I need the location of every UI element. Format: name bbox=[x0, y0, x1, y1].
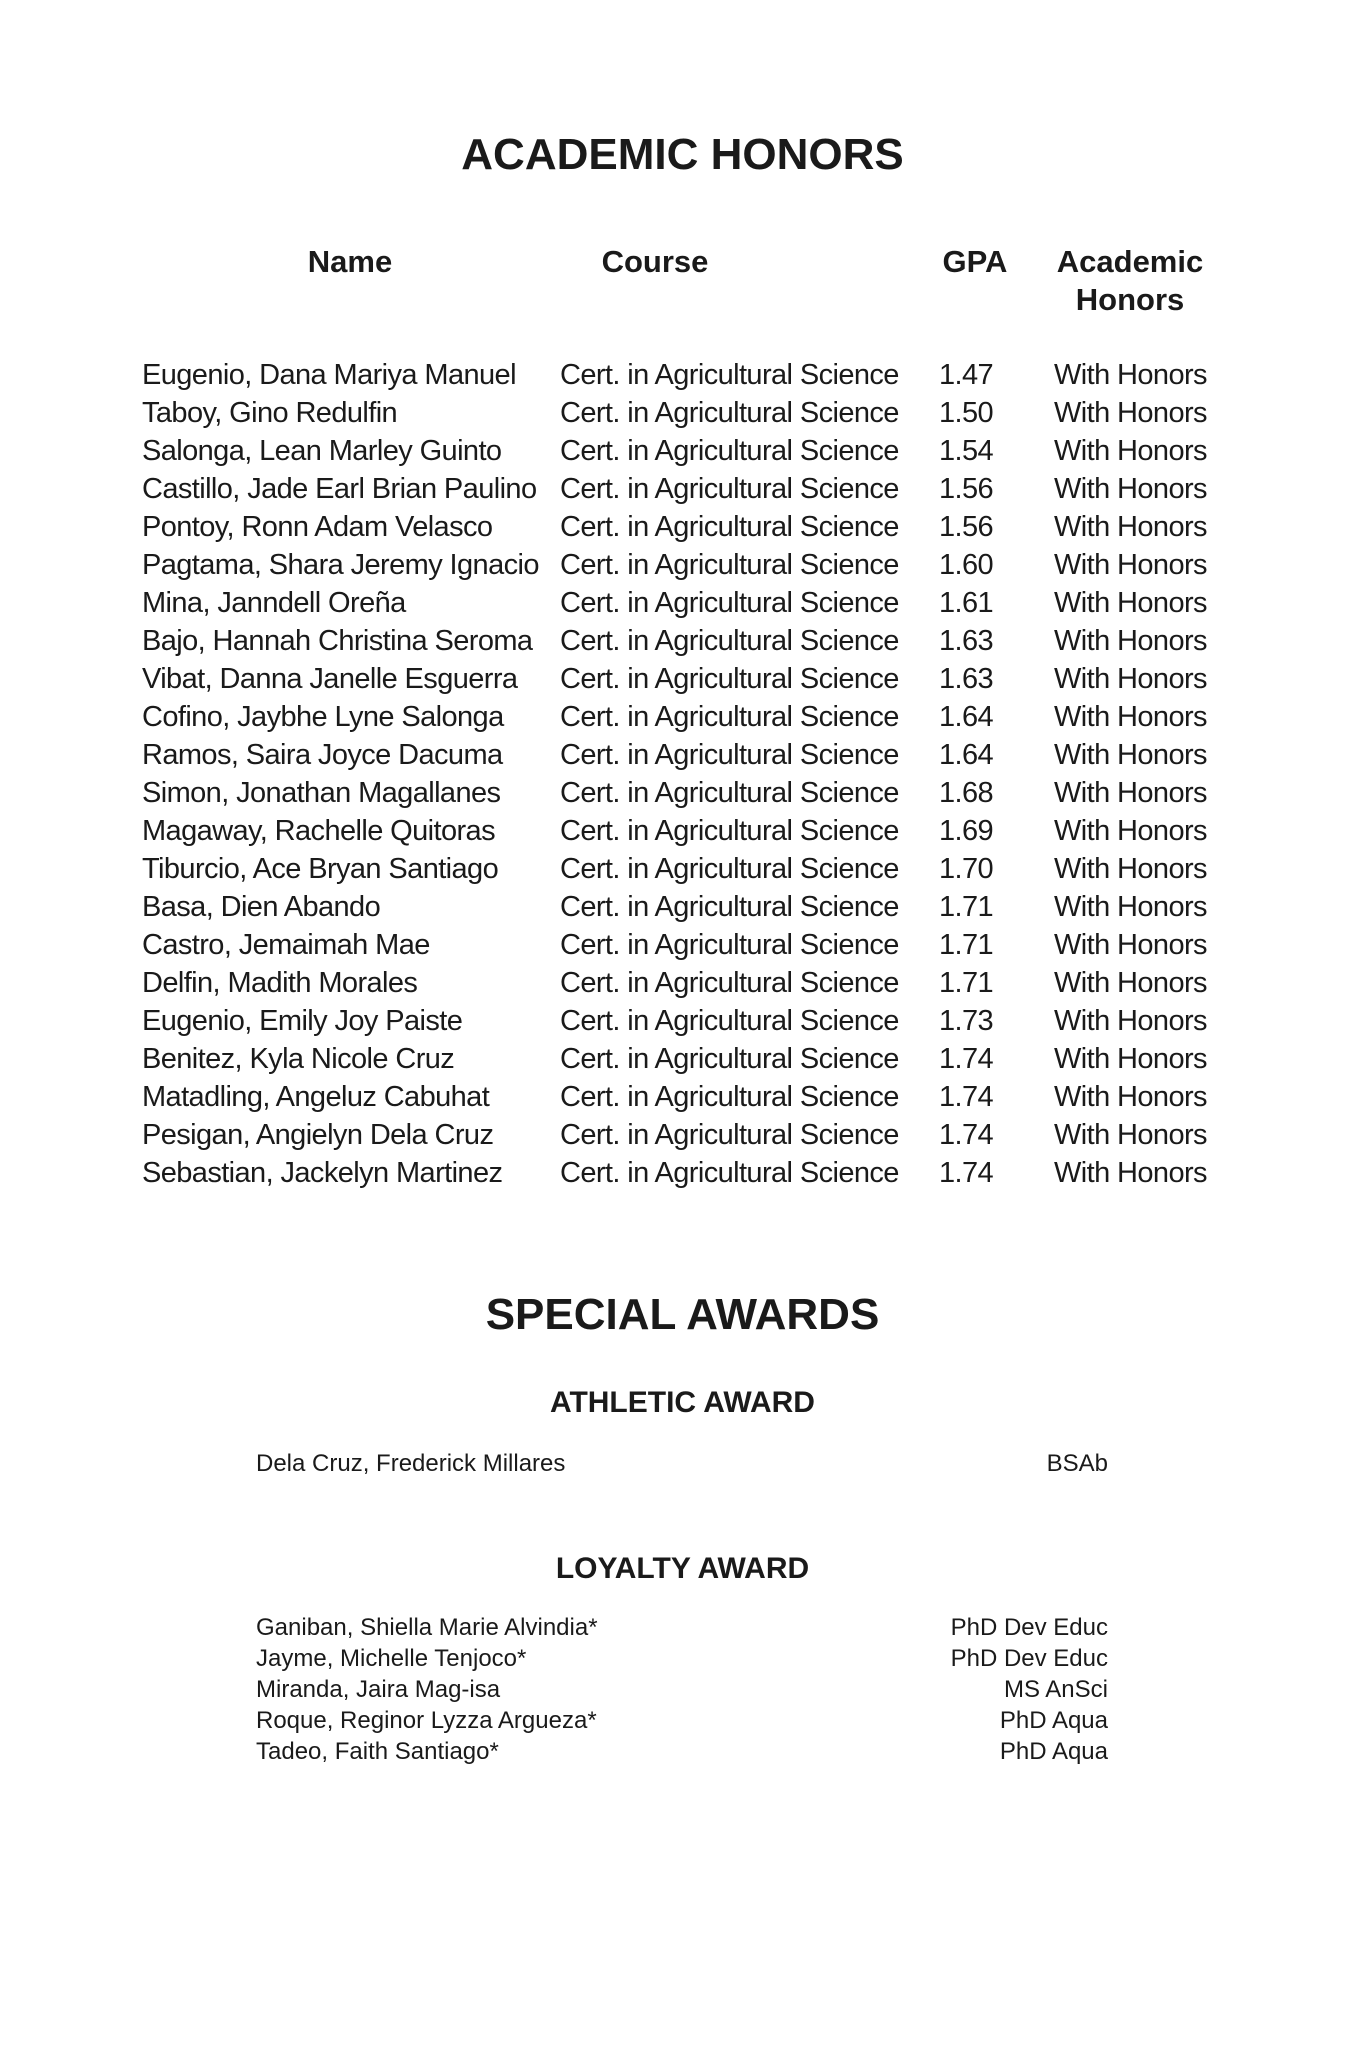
course-name: Cert. in Agricultural Science bbox=[560, 359, 899, 391]
student-name: Matadling, Angeluz Cabuhat bbox=[142, 1081, 490, 1113]
list-item bbox=[256, 1707, 1108, 1738]
gpa-value: 1.63 bbox=[939, 663, 994, 695]
gpa-value: 1.56 bbox=[939, 511, 994, 543]
gpa-value: 1.71 bbox=[939, 891, 994, 923]
honor-level: With Honors bbox=[1054, 473, 1207, 505]
course-name: Cert. in Agricultural Science bbox=[560, 511, 899, 543]
list-item bbox=[256, 1450, 1108, 1481]
table-row bbox=[142, 659, 1242, 697]
list-item bbox=[256, 1614, 1108, 1645]
student-name: Sebastian, Jackelyn Martinez bbox=[142, 1157, 503, 1189]
student-name: Ramos, Saira Joyce Dacuma bbox=[142, 739, 503, 771]
table-row bbox=[142, 773, 1242, 811]
gpa-value: 1.68 bbox=[939, 777, 994, 809]
gpa-value: 1.71 bbox=[939, 929, 994, 961]
course-name: Cert. in Agricultural Science bbox=[560, 1043, 899, 1075]
honor-level: With Honors bbox=[1054, 435, 1207, 467]
student-name: Tiburcio, Ace Bryan Santiago bbox=[142, 853, 499, 885]
honor-level: With Honors bbox=[1054, 891, 1207, 923]
gpa-value: 1.60 bbox=[939, 549, 994, 581]
gpa-value: 1.69 bbox=[939, 815, 994, 847]
awardee-degree: MS AnSci bbox=[1003, 1676, 1108, 1703]
course-name: Cert. in Agricultural Science bbox=[560, 1005, 899, 1037]
course-name: Cert. in Agricultural Science bbox=[560, 739, 899, 771]
honor-level: With Honors bbox=[1054, 397, 1207, 429]
table-row bbox=[142, 697, 1242, 735]
course-name: Cert. in Agricultural Science bbox=[560, 1157, 899, 1189]
table-row bbox=[142, 507, 1242, 545]
gpa-value: 1.74 bbox=[939, 1081, 994, 1113]
honor-level: With Honors bbox=[1054, 777, 1207, 809]
honor-level: With Honors bbox=[1054, 929, 1207, 961]
course-name: Cert. in Agricultural Science bbox=[560, 663, 899, 695]
honor-level: With Honors bbox=[1054, 549, 1207, 581]
honor-level: With Honors bbox=[1054, 739, 1207, 771]
student-name: Castillo, Jade Earl Brian Paulino bbox=[142, 473, 537, 505]
table-row bbox=[142, 469, 1242, 507]
column-header-academic-honors: Academic Honors bbox=[1056, 244, 1204, 317]
course-name: Cert. in Agricultural Science bbox=[560, 777, 899, 809]
student-name: Taboy, Gino Redulfin bbox=[142, 397, 398, 429]
gpa-value: 1.74 bbox=[939, 1043, 994, 1075]
honor-level: With Honors bbox=[1054, 625, 1207, 657]
course-name: Cert. in Agricultural Science bbox=[560, 701, 899, 733]
honors-table bbox=[142, 355, 1242, 1191]
honor-level: With Honors bbox=[1054, 1157, 1207, 1189]
column-header-gpa: GPA bbox=[942, 244, 1008, 279]
table-row bbox=[142, 849, 1242, 887]
course-name: Cert. in Agricultural Science bbox=[560, 549, 899, 581]
special-awards-title: SPECIAL AWARDS bbox=[485, 1290, 880, 1339]
awardee-name: Tadeo, Faith Santiago* bbox=[256, 1738, 499, 1765]
awardee-degree: PhD Dev Educ bbox=[950, 1645, 1108, 1672]
honor-level: With Honors bbox=[1054, 359, 1207, 391]
course-name: Cert. in Agricultural Science bbox=[560, 891, 899, 923]
table-row bbox=[142, 1077, 1242, 1115]
course-name: Cert. in Agricultural Science bbox=[560, 435, 899, 467]
student-name: Eugenio, Dana Mariya Manuel bbox=[142, 359, 516, 391]
awardee-name: Jayme, Michelle Tenjoco* bbox=[256, 1645, 527, 1672]
gpa-value: 1.64 bbox=[939, 701, 994, 733]
student-name: Magaway, Rachelle Quitoras bbox=[142, 815, 495, 847]
student-name: Benitez, Kyla Nicole Cruz bbox=[142, 1043, 455, 1075]
table-row bbox=[142, 887, 1242, 925]
table-row bbox=[142, 735, 1242, 773]
gpa-value: 1.50 bbox=[939, 397, 994, 429]
student-name: Mina, Janndell Oreña bbox=[142, 587, 406, 619]
academic-honors-title: ACADEMIC HONORS bbox=[461, 130, 904, 179]
awardee-degree: BSAb bbox=[1046, 1450, 1108, 1477]
student-name: Salonga, Lean Marley Guinto bbox=[142, 435, 502, 467]
loyalty-award-list bbox=[256, 1614, 1108, 1769]
honor-level: With Honors bbox=[1054, 967, 1207, 999]
course-name: Cert. in Agricultural Science bbox=[560, 815, 899, 847]
honor-level: With Honors bbox=[1054, 1005, 1207, 1037]
honor-level: With Honors bbox=[1054, 511, 1207, 543]
loyalty-award-title: LOYALTY AWARD bbox=[555, 1552, 810, 1585]
list-item bbox=[256, 1645, 1108, 1676]
honor-level: With Honors bbox=[1054, 815, 1207, 847]
student-name: Pesigan, Angielyn Dela Cruz bbox=[142, 1119, 494, 1151]
gpa-value: 1.73 bbox=[939, 1005, 994, 1037]
gpa-value: 1.74 bbox=[939, 1119, 994, 1151]
awardee-name: Miranda, Jaira Mag-isa bbox=[256, 1676, 501, 1703]
table-row bbox=[142, 1153, 1242, 1191]
gpa-value: 1.74 bbox=[939, 1157, 994, 1189]
course-name: Cert. in Agricultural Science bbox=[560, 929, 899, 961]
honor-level: With Honors bbox=[1054, 853, 1207, 885]
student-name: Cofino, Jaybhe Lyne Salonga bbox=[142, 701, 504, 733]
course-name: Cert. in Agricultural Science bbox=[560, 1081, 899, 1113]
course-name: Cert. in Agricultural Science bbox=[560, 473, 899, 505]
gpa-value: 1.71 bbox=[939, 967, 994, 999]
honor-level: With Honors bbox=[1054, 587, 1207, 619]
gpa-value: 1.63 bbox=[939, 625, 994, 657]
table-row bbox=[142, 925, 1242, 963]
table-row bbox=[142, 355, 1242, 393]
gpa-value: 1.47 bbox=[939, 359, 994, 391]
awardee-name: Dela Cruz, Frederick Millares bbox=[256, 1450, 566, 1477]
gpa-value: 1.61 bbox=[939, 587, 994, 619]
table-row bbox=[142, 811, 1242, 849]
awardee-name: Roque, Reginor Lyzza Argueza* bbox=[256, 1707, 597, 1734]
gpa-value: 1.56 bbox=[939, 473, 994, 505]
list-item bbox=[256, 1738, 1108, 1769]
awardee-degree: PhD Aqua bbox=[999, 1707, 1108, 1734]
gpa-value: 1.54 bbox=[939, 435, 994, 467]
honor-level: With Honors bbox=[1054, 663, 1207, 695]
honor-level: With Honors bbox=[1054, 1043, 1207, 1075]
list-item bbox=[256, 1676, 1108, 1707]
course-name: Cert. in Agricultural Science bbox=[560, 587, 899, 619]
student-name: Pagtama, Shara Jeremy Ignacio bbox=[142, 549, 539, 581]
table-row bbox=[142, 1001, 1242, 1039]
student-name: Bajo, Hannah Christina Seroma bbox=[142, 625, 533, 657]
gpa-value: 1.64 bbox=[939, 739, 994, 771]
athletic-award-title: ATHLETIC AWARD bbox=[550, 1386, 815, 1419]
course-name: Cert. in Agricultural Science bbox=[560, 397, 899, 429]
athletic-award-list bbox=[256, 1450, 1108, 1481]
table-row bbox=[142, 431, 1242, 469]
honor-level: With Honors bbox=[1054, 1119, 1207, 1151]
awardee-name: Ganiban, Shiella Marie Alvindia* bbox=[256, 1614, 598, 1641]
table-row bbox=[142, 393, 1242, 431]
course-name: Cert. in Agricultural Science bbox=[560, 625, 899, 657]
table-row bbox=[142, 583, 1242, 621]
honor-level: With Honors bbox=[1054, 1081, 1207, 1113]
course-name: Cert. in Agricultural Science bbox=[560, 967, 899, 999]
student-name: Pontoy, Ronn Adam Velasco bbox=[142, 511, 493, 543]
course-name: Cert. in Agricultural Science bbox=[560, 853, 899, 885]
column-header-name: Name bbox=[307, 244, 393, 279]
table-row bbox=[142, 621, 1242, 659]
student-name: Castro, Jemaimah Mae bbox=[142, 929, 430, 961]
table-row bbox=[142, 963, 1242, 1001]
table-row bbox=[142, 1115, 1242, 1153]
table-row bbox=[142, 545, 1242, 583]
student-name: Basa, Dien Abando bbox=[142, 891, 381, 923]
awardee-degree: PhD Dev Educ bbox=[950, 1614, 1108, 1641]
honor-level: With Honors bbox=[1054, 701, 1207, 733]
gpa-value: 1.70 bbox=[939, 853, 994, 885]
student-name: Vibat, Danna Janelle Esguerra bbox=[142, 663, 518, 695]
column-header-course: Course bbox=[601, 244, 709, 279]
student-name: Delfin, Madith Morales bbox=[142, 967, 418, 999]
course-name: Cert. in Agricultural Science bbox=[560, 1119, 899, 1151]
student-name: Simon, Jonathan Magallanes bbox=[142, 777, 501, 809]
student-name: Eugenio, Emily Joy Paiste bbox=[142, 1005, 463, 1037]
table-row bbox=[142, 1039, 1242, 1077]
awardee-degree: PhD Aqua bbox=[999, 1738, 1108, 1765]
